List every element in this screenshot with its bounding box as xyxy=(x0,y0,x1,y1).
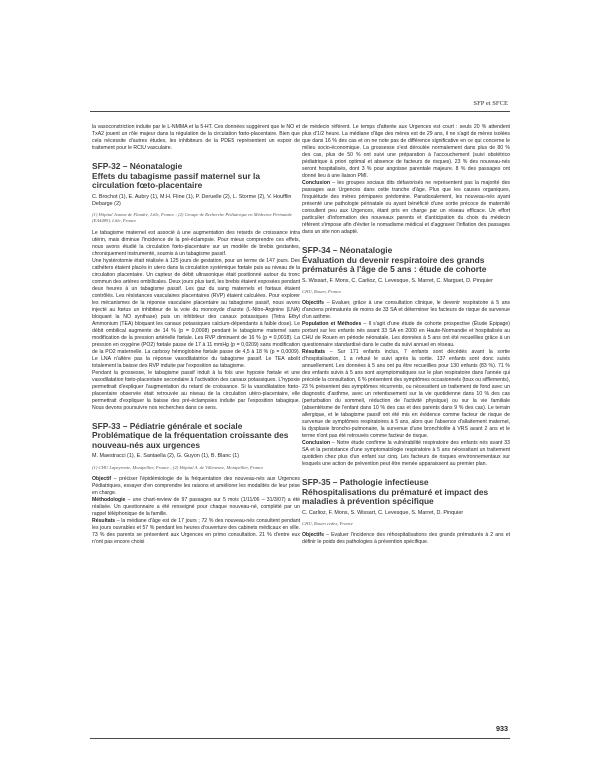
abstract-paragraph xyxy=(302,440,510,468)
abstract-title: SFP-32 – Néonatalogie Effets du tabagisme passif maternel sur la circulation fœto-placentaire xyxy=(92,161,261,191)
label-resultats: Résultats xyxy=(92,517,116,524)
text-resultats: – Sur 171 enfants inclus, 7 enfants sont décédés avant la sortie d'hospitalisation, 1 a refusé le suivi après la sortie. 137 enfants sont donc suivis annuellement. Les données à 5 ans ont pu être recueillies pour 130 enfants (83 %). 71 % des enfants suivis à 5 ans sont asymptomatiques sur le plan respiratoire dans l'année qui précède la consultation, 6 % présentent des symptômes occasionnels (toux ou sifflements), 23 % présentent des symptômes récurrents, ou nécessitent un traitement de fond avec un diagnostic d'asthme, avec un retentissement sur la vie quotidienne dans 10 % des cas (perturbation du sommeil, réduction de l'activité physique) ou sur la vie familiale (absentéisme de l'enfant dans 10 % des cas et des parents dans 9 % des cas). Le terrain allergique, et le tabagisme passif ont été mis en évidence comme facteur de risque de survenue de symptômes respiratoires à 5 ans, alors que l'absence d'allaitement maternel, la dysplasie broncho-pulmonaire, la survenue d'une bronchiolite à VRS avant 2 ans et le terme n'ont pas été retrouvés comme facteur de risque. xyxy=(302,349,510,440)
label-methode: Méthodologie xyxy=(92,496,126,503)
label-objectifs: Objectifs xyxy=(302,300,324,307)
abstract-sfp35 xyxy=(302,478,510,546)
label-conclusion: Conclusion xyxy=(302,440,330,447)
abstract-title: SFP-35 – Pathologie infectieuse Réhospitalisations du prématuré et impact des maladies à prévention spécifique xyxy=(302,477,489,507)
right-column xyxy=(302,124,510,546)
abstract-paragraph: de médecin référent. Le temps d'attente aux Urgences est court : seuls 20 % attendent plus d'1/2 heure. La médiane d'âge des mères est de 29 ans, il ne s'agit de mères isolées que dans 16 % des cas et on ne note pas de différence significative en ce qui concerne le milieu socio-économique. La grossesse s'est déroulée normalement dans plus de 80 % des cas, plus de 50 % ont suivi une préparation à l'accouchement (suivi obstétrico pédiatrique à priori optimal et absence de facteurs de risques). 23 % des nouveau-nés seront hospitalisés, dont 3 % pour angoisse parentale majeure. 8 % des passages ont donné lieu à une liaison PMI. xyxy=(302,124,510,179)
intro-paragraph: la vasoconstriction induite par le L-NMMA et la 5-HT. Ces données suggèrent que le NO et TxA2 jouent un rôle majeur dans la régulation de la circulation fœto-placentaire. Bien que cela nécessite d'autres études, les inhibiteurs de la PDE5 représentent un espoir de traitement pour le RCIU vasculaire. xyxy=(92,124,300,151)
abstract-authors: S. Wissart, F. Mons, C. Carlioz, C. Levesque, S. Marret, C. Marguet, D. Pinquier xyxy=(302,277,493,284)
text-conclusion: – Notre étude confirme la vulnérabilité respiratoire des enfants nés avant 33 SA et la persistance d'une symptomatologie respiratoire à 5 ans nécessitant un traitement quotidien chez plus d'un enfant sur cinq. Les facteurs de risques environnementaux sur lesquels une action de prévention peut être menée apparaissent au premier plan. xyxy=(302,440,510,468)
abstract-sfp32 xyxy=(92,162,300,412)
text-objectifs: – Evaluer, grâce à une consultation clinique, le devenir respiratoire à 5 ans d'anciens prématurés de moins de 33 SA et déterminer les facteurs de risque de survenue d'un asthme. xyxy=(302,300,510,321)
label-objectifs: Objectifs xyxy=(302,532,324,539)
abstract-paragraph xyxy=(302,532,510,546)
text-resultats: – la médiane d'âge est de 17 jours ; 72 % des nouveau-nés consultent pendant les jours ouvrables et 57 % pendant les heures d'ouverture des cabinets médicaux en ville. 73 % des parents se présentent aux Urgences en primo consultation. 21 % d'entre eux n'ont pas encore choisi xyxy=(92,517,300,545)
abstract-affiliation: CHU, Rouen, France xyxy=(302,288,342,294)
abstract-authors: C. Brochot (1), E. Aubry (1), M.H. Fline (1), P. Deruelle (2), L. Storme (2), V. Houfflin Debarge (2) xyxy=(92,193,292,207)
abstract-sfp34 xyxy=(302,246,510,468)
text-conclusion: – les groupes sociaux dits défavorisés ne représentent pas la majorité des passages aux Urgences dans cette tranche d'âge. Plus que les causes organiques, l'inquiétude des mères primipares prédomine. Paradoxalement, les nouveau-nés ayant présenté une pathologie périnatale ou ayant bénéficié d'une sortie précoce de maternité consultent peu aux Urgences, étant pris en charge par un réseau efficace. Un effort particulier d'information des nouveaux parents et d'anticipation du choix du médecin référent s'impose afin d'éviter le nomadisme médical et d'aggraver l'inflation des passages dans un site non adapté. xyxy=(302,180,510,235)
label-objectif: Objectif xyxy=(92,475,112,482)
abstract-paragraph xyxy=(302,300,510,321)
text-objectif: – préciser l'épidémiologie de la fréquentation des nouveau-nés aux Urgences Pédiatriques, essayer d'en comprendre les raisons et améliorer les modalités de leur prise en charge. xyxy=(92,475,300,496)
abstract-paragraph: Le tabagisme maternel est associé à une augmentation des retards de croissance intra utérin, mais diminue l'incidence de la pré-éclampsie. Pour mieux comprendre ces effets, nous avons étudié la circulation fœto-placentaire sur un modèle de brebis gestantes, chroniquement instrumenté, soumis à un tabagisme passif. xyxy=(92,229,300,257)
abstract-affiliation: (1) Hôpital Jeanne de Flandre, Lille, France ; (2) Groupe de Recherche Pédiatrique en Médecine Périnatale (EA4489), Lille, France xyxy=(92,212,293,224)
left-column xyxy=(92,124,300,546)
abstract-title: SFP-34 – Néonatalogie Évaluation du devenir respiratoire des grands prématurés à l'âge de 5 ans : étude de cohorte xyxy=(302,245,487,275)
abstract-paragraph xyxy=(92,518,300,546)
footer-rule xyxy=(90,738,510,739)
abstract-paragraph xyxy=(302,349,510,440)
abstract-paragraph xyxy=(302,321,510,349)
abstract-authors: M. Maestracci (1), E. Santaella (2), G. Guyon (1), B. Blanc (1) xyxy=(92,453,240,460)
text-population: – Il s'agit d'une étude de cohorte prospective (Étude Epipage) portant sur les enfants nés avant 33 SA en 2000 en Haute-Normandie et hospitalisés au CHU de Rouen en période néonatale. Les données à 5 ans ont été recueillies grâce à un questionnaire standardisé dans le cadre du suivi annuel en réseau. xyxy=(302,321,510,349)
abstract-paragraph xyxy=(302,180,510,236)
label-resultats: Résultats xyxy=(302,349,326,356)
abstract-paragraph: Une hystérotomie était réalisée à 125 jours de gestation, pour un terme de 147 jours. Des cathéters étaient placés in utero dans la circulation systémique fœtale puis au niveau de la circulation placentaire. Un capteur de débit ultrasonique était positionné autour du tronc commun des artères ombilicales. Deux jours plus tard, les brebis étaient exposées pendant deux heures à un tabagisme passif. Les gaz du sang maternels et fœtaux étaient contrôlés. Les résistances vasculaires placentaires (RVP) étaient calculées. Pour explorer les mécanismes de la réponse vasculaire placentaire au tabagisme passif, nous avons injecté au fœtus un inhibiteur de la voie du monoxyde d'azote (L-Nitro-Arginine (LNA) bloquant la NO synthase) puis un inhibiteur des canaux potassiques (Tetra Ethyl Ammonium (TEA) bloquant les canaux potassiques calcium-dépendants à faible dose). Le débit ombilical augmente de 14 % (p = 0,0008) pendant le tabagisme maternel sans modification de la pression artérielle fœtale. Les RVP diminuent de 16 % (p = 0,0018). La pression en oxygène (PO2) fœtale passe de 17 à 11 mmHg (p = 0,0209) sans modification de la PO2 maternelle. La carboxy hémoglobine fœtale passe de 4,5 à 18 % (p = 0,0009). Le LNA n'altère pas la réponse vasodilatatrice du tabagisme passif. Le TEA abolit totalement la baisse des RVP induite par l'exposition au tabagisme. xyxy=(92,257,300,369)
abstract-title: SFP-33 – Pédiatrie générale et sociale Problématique de la fréquentation croissante des nouveau-nés aux urgences xyxy=(92,420,289,450)
running-header: SFP et SFCE xyxy=(473,100,508,107)
abstract-paragraph xyxy=(92,476,300,497)
text-methode: – une chart-review de 97 passages sur 5 mois (1/11/06 – 31/3/07) a été réalisée. Un questionnaire a été renseigné pour chaque nouveau-né, complété par un rappel téléphonique de la famille. xyxy=(92,496,300,517)
text-objectifs: – Evaluer l'incidence des réhospitalisations des grands prématurés à 2 ans et définir le poids des pathologies à prévention spécifique. xyxy=(302,532,510,546)
abstract-affiliation: (1) CHU Lapeyronie, Montpellier, France ; (2) Hôpital A. de Villeneuve, Montpellier, France xyxy=(92,464,264,470)
page-number: 933 xyxy=(496,724,508,733)
label-population: Population et Méthodes xyxy=(302,321,362,328)
abstract-affiliation: CHU, Rouen cedex, France xyxy=(302,521,353,527)
header-rule xyxy=(90,111,510,112)
abstract-authors: C. Carlioz, F. Mons, S. Wissart, C. Levesque, S. Marret, D. Pinquier xyxy=(302,509,464,516)
label-conclusion: Conclusion xyxy=(302,180,330,186)
abstract-paragraph xyxy=(92,497,300,518)
abstract-paragraph: Pendant la grossesse, le tabagisme passif induit à la fois une hypoxie fœtale et une vasodilatation fœto-placentaire secondaire à l'activation des canaux potassiques. L'hypoxie permettrait d'expliquer l'augmentation du retard de croissance. Si la vasodilatation fœto-placentaire observée était retrouvée au niveau de la circulation utéro-placentaire, elle permettrait d'expliquer la baisse des pré-éclampsies induite par l'exposition tabagique. Nous devons poursuivre nos recherches dans ce sens. xyxy=(92,369,300,411)
abstract-sfp33 xyxy=(92,422,300,546)
